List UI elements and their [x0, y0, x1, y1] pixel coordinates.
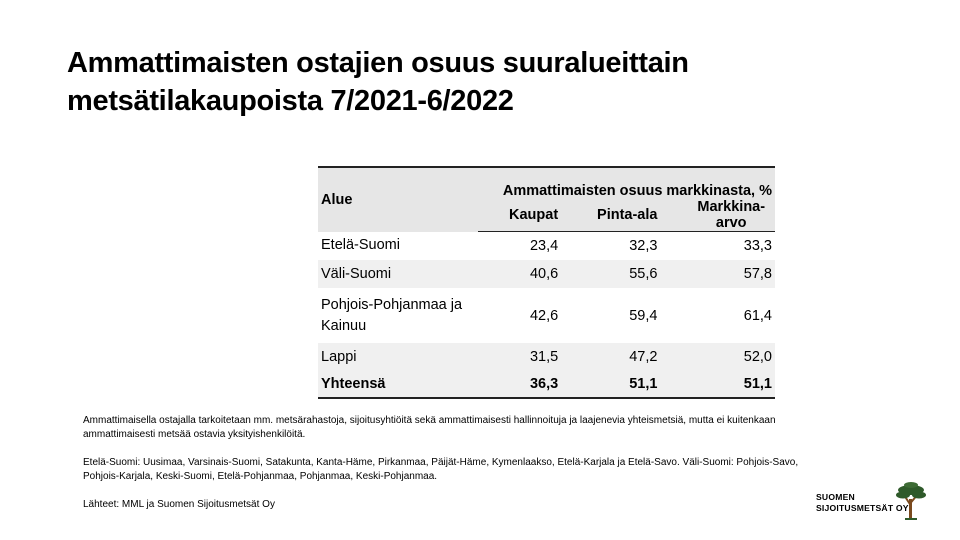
tree-icon [894, 481, 928, 521]
company-logo [816, 484, 936, 524]
sources-note: Lähteet: MML ja Suomen Sijoitusmetsät Oy [83, 499, 275, 510]
title-line-1: Ammattimaisten ostajien osuus suuralueittain [67, 47, 689, 79]
footnotes [83, 414, 818, 526]
header-kaupat: Kaupat [478, 199, 561, 232]
header-group: Ammattimaisten osuus markkinasta, % [478, 167, 775, 199]
value-cell: 55,6 [629, 266, 658, 282]
value-cell: 42,6 [529, 307, 559, 324]
value-cell: 33,3 [743, 238, 772, 254]
header-markkina-arvo: Markkina-arvo [660, 199, 775, 232]
table-row [318, 260, 775, 288]
total-value: 36,3 [529, 376, 559, 392]
value-cell: 52,0 [743, 349, 772, 365]
logo-line-2: SIJOITUSMETSÄT OY [816, 503, 909, 513]
region-cell: Etelä-Suomi [321, 237, 400, 254]
value-cell: 23,4 [529, 238, 559, 254]
total-row [318, 371, 775, 398]
value-cell: 32,3 [629, 238, 658, 254]
region-cell: Väli-Suomi [321, 265, 392, 282]
total-value: 51,1 [743, 376, 772, 392]
value-cell: 31,5 [529, 349, 559, 365]
value-cell: 40,6 [529, 266, 559, 282]
total-value: 51,1 [629, 376, 658, 392]
regions-note: Etelä-Suomi: Uusimaa, Varsinais-Suomi, Satakunta, Kanta-Häme, Pirkanmaa, Päijät-Häme, Kymenlaakso, Etelä-Karjala ja Etelä-Savo. Väli-Suomi: Pohjois-Savo, Pohjois-Karjala, Keski-Suomi, Etelä-Pohjanmaa, Pohjanmaa, Keski-Pohjanmaa. [83, 457, 799, 482]
value-cell: 59,4 [629, 307, 658, 324]
table-row [318, 232, 775, 261]
table-row [318, 288, 775, 343]
value-cell: 57,8 [743, 266, 772, 282]
definition-note: Ammattimaisella ostajalla tarkoitetaan mm. metsärahastoja, sijoitusyhtiöitä sekä ammattimaisesti hallinnoituja ja laajenevia yhteismetsiä, mutta ei kuitenkaan ammattimaisesti metsää ostavia yksityishenkilöitä. [83, 415, 776, 440]
value-cell: 47,2 [629, 349, 658, 365]
value-cell: 61,4 [743, 307, 772, 324]
total-label: Yhteensä [321, 375, 386, 392]
table-row [318, 343, 775, 371]
market-share-table [318, 166, 775, 399]
logo-line-1: SUOMEN [816, 492, 855, 502]
header-region: Alue [318, 167, 478, 232]
region-cell: Lappi [321, 348, 357, 365]
title-line-2: metsätilakaupoista 7/2021-6/2022 [67, 85, 514, 117]
header-pinta-ala: Pinta-ala [561, 199, 660, 232]
slide-title [67, 44, 867, 120]
region-cell: Pohjois-Pohjanmaa ja Kainuu [321, 296, 463, 334]
